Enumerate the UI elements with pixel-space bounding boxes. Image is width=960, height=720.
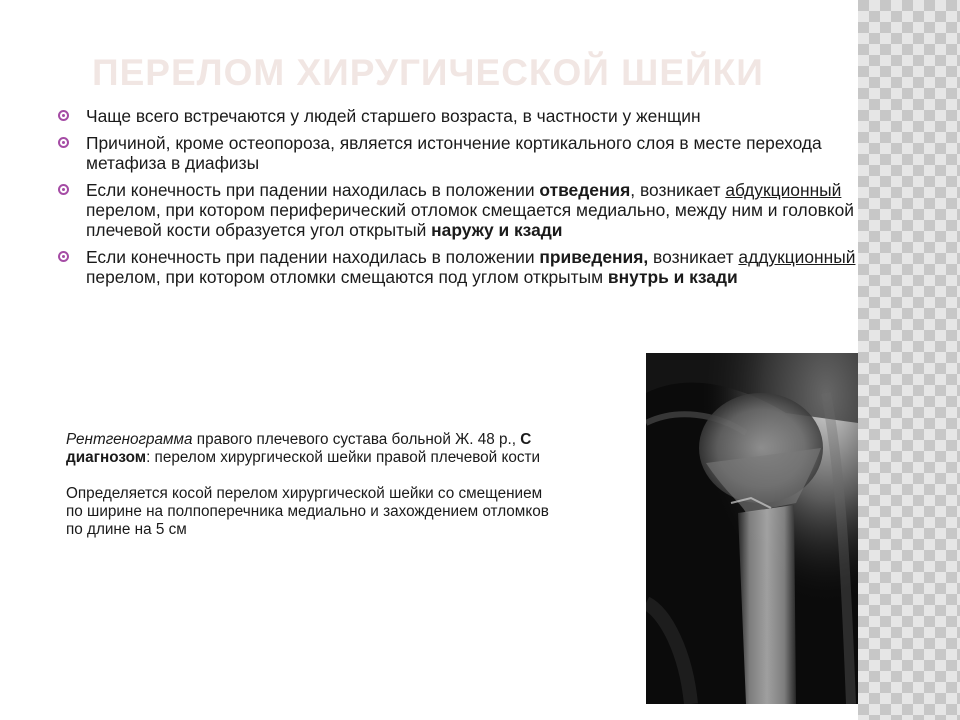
bullet-text-part: , возникает: [630, 180, 726, 200]
caption-text-2: : перелом хирургической шейки правой плечевой кости: [146, 449, 541, 466]
bullet-text-part: отведения: [539, 180, 631, 200]
bullet-text-part: абдукционный: [725, 180, 842, 200]
bullet-item: [56, 180, 856, 240]
xray-image: [646, 353, 858, 704]
bullet-text-part: Причиной, кроме остеопороза, является истончение кортикального слоя в месте перехода метафиза в диафизы: [86, 133, 822, 173]
bullet-text-part: Если конечность при падении находилась в положении: [86, 247, 540, 267]
caption-paragraph-1: [66, 431, 556, 467]
caption-italic-lead: Рентгенограмма: [66, 431, 193, 448]
bullet-item: [56, 247, 856, 287]
bullet-text-part: приведения,: [539, 247, 649, 267]
slide-title: ПЕРЕЛОМ ХИРУГИЧЕСКОЙ ШЕЙКИ: [92, 52, 764, 93]
xray-shoulder-picture: [646, 353, 858, 704]
decorative-side-band: [858, 0, 960, 720]
bullet-text-part: аддукционный: [738, 247, 856, 267]
bullet-text-part: перелом, при котором периферический отломок смещается медиально, между ним и головкой плечевой кости образуется угол открытый: [86, 200, 855, 240]
bullet-text-part: перелом, при котором отломки смещаются под углом открытым: [86, 267, 608, 287]
bullet-text-part: наружу и кзади: [431, 220, 563, 240]
caption-paragraph-2: Определяется косой перелом хирургической шейки со смещением по ширине на полпоперечника медиально и захождением отломков по длине на 5 см: [66, 485, 549, 538]
bullet-list: [56, 106, 856, 294]
bullet-marker-icon: [58, 137, 69, 148]
bullet-text-part: Если конечность при падении находилась в положении: [86, 180, 540, 200]
caption-bold-part: С диагнозом: [66, 431, 532, 466]
bullet-item: [56, 106, 856, 126]
bullet-item: [56, 133, 856, 173]
bullet-text-part: возникает: [648, 247, 739, 267]
bullet-text-part: внутрь и кзади: [607, 267, 738, 287]
xray-caption: [66, 431, 556, 539]
caption-text-1: правого плечевого сустава больной Ж. 48 р.,: [192, 431, 521, 448]
bullet-text-part: Чаще всего встречаются у людей старшего возраста, в частности у женщин: [86, 106, 701, 126]
bullet-marker-icon: [58, 110, 69, 121]
bullet-marker-icon: [58, 184, 69, 195]
bullet-marker-icon: [58, 251, 69, 262]
